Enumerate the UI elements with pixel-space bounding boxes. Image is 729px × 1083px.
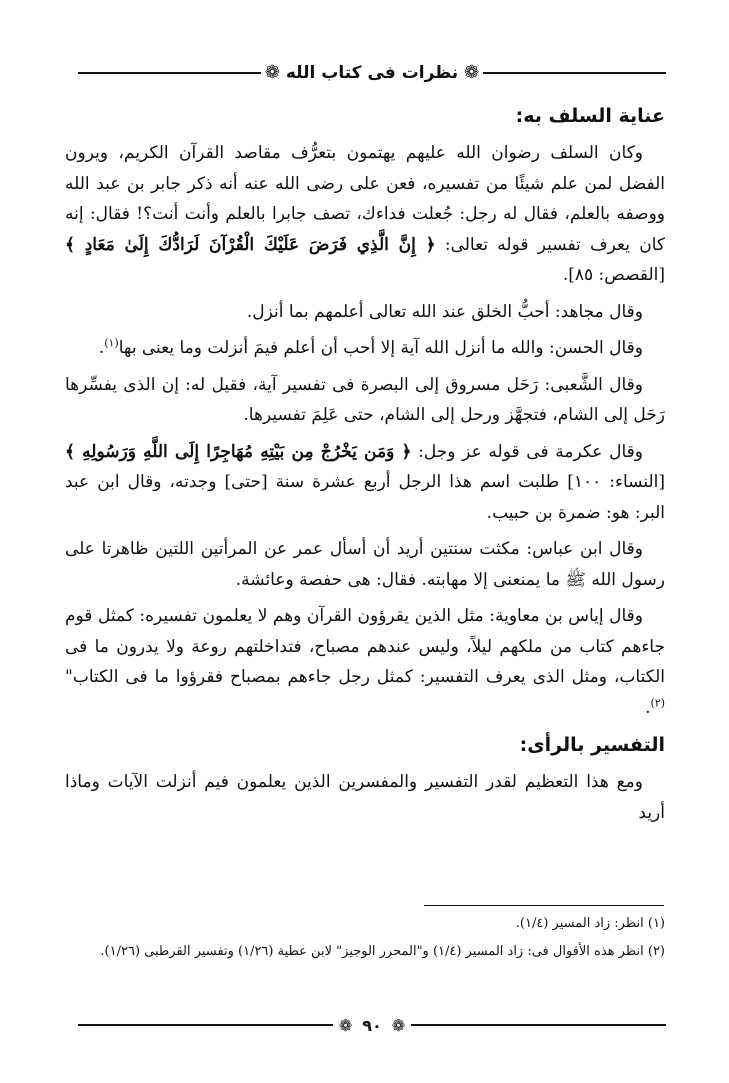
page-footer — [78, 1013, 666, 1037]
footnotes — [65, 910, 665, 966]
paragraph: وقال ابن عباس: مكثت سنتين أريد أن أسأل عمر عن المرأتين اللتين ظاهرتا على رسول الله ﷺ ما يمنعنى إلا مهابته. فقال: هى حفصة وعائشة. — [65, 539, 665, 590]
header-title: نظرات فى كتاب الله — [285, 63, 459, 83]
paragraph: وقال مجاهد: أحبُّ الخلق عند الله تعالى أعلمهم بما أنزل. — [246, 301, 643, 322]
section-heading: التفسير بالرأى: — [519, 734, 665, 756]
verse-reference: [القصص: ٨٥]. — [562, 265, 665, 285]
header-rule-left — [78, 72, 261, 74]
footnote-divider — [424, 905, 664, 906]
paragraph: وقال الشَّعبى: رَحَل مسروق إلى البصرة فى تفسير آية، فقيل له: إن الذى يفسِّرها رَحَل إلى الشام، فتجهَّز ورحل إلى الشام، حتى عَلِمَ تفسيرها. — [65, 374, 665, 425]
footer-rule-left — [78, 1024, 333, 1026]
paragraph: وقال الحسن: والله ما أنزل الله آية إلا أحب أن أعلم فيمَ أنزلت وما يعنى بها$^{(١)}$. — [98, 336, 643, 358]
paragraph: ومع هذا التعظيم لقدر التفسير والمفسرين الذين يعلمون فيم أنزلت الآيات وماذا أريد — [65, 772, 665, 823]
footnote: (١) انظر: زاد المسير (١/٤). — [515, 916, 665, 931]
footnote-ref: (١) — [104, 336, 119, 350]
header-rule-right — [483, 72, 666, 74]
quran-verse: ﴿ إِنَّ الَّذِي فَرَضَ عَلَيْكَ الْقُرْآنَ لَرَادُّكَ إِلَىٰ مَعَادٍ ﴾ — [65, 234, 436, 255]
paragraph: وكان السلف رضوان الله عليهم يهتمون بتعرُّف مقاصد القرآن الكريم، ويرون الفضل لمن علم شيئًا من تفسيره، فعن على رضى الله عنه أنه ذكر جابر بن عبد الله ووصفه بالعلم، فقال له رجل: جُعلت فداءك، تصف جابرا بالعلم وأنت أنت؟! فقال: إنه كان يعرف تفسير قوله تعالى: ﴿ إِنَّ الَّذِي فَرَضَ عَلَيْكَ الْقُرْآنَ لَرَادُّكَ إِلَىٰ مَعَادٍ ﴾ [القصص: ٨٥]. — [65, 143, 665, 285]
quran-verse: ﴿ وَمَن يَخْرُجْ مِن بَيْتِهِ مُهَاجِرًا إِلَى اللَّهِ وَرَسُولِهِ ﴾ — [65, 441, 412, 462]
flower-ornament-icon: ❁ — [464, 62, 480, 83]
flower-ornament-icon: ❁ — [391, 1015, 406, 1035]
page-body — [65, 100, 665, 834]
running-header — [78, 58, 666, 88]
footnote: (٢) انظر هذه الأقوال فى: زاد المسير (١/٤) و"المحرر الوجيز" لابن عطية (١/٢٦) وتفسير القرطبى (١/٢٦). — [100, 944, 665, 959]
flower-ornament-icon: ❁ — [264, 62, 280, 83]
paragraph: وقال عكرمة فى قوله عز وجل: ﴿ وَمَن يَخْرُجْ مِن بَيْتِهِ مُهَاجِرًا إِلَى اللَّهِ وَرَسُولِهِ ﴾ [النساء: ١٠٠] طلبت اسم هذا الرجل أربع عشرة سنة [حتى] وجدته، وقال ابن عبد البر: هو: ضمرة بن حبيب. — [65, 441, 665, 523]
paragraph: وقال إياس بن معاوية: مثل الذين يقرؤون القرآن وهم لا يعلمون تفسيره: كمثل قوم جاءهم كتاب من ملكهم ليلاً، وليس عندهم مصباح، فتداخلتهم روعة ولا يدرون ما فى الكتاب، ومثل الذى يعرف التفسير: كمثل رجل جاءهم بمصباح فقرؤوا ما فى الكتاب"$^{(٢)}$. — [65, 606, 665, 718]
page-number: ٩٠ — [362, 1015, 382, 1035]
footer-rule-right — [411, 1024, 666, 1026]
section-heading: عناية السلف به: — [515, 105, 665, 127]
footnote-ref: (٢) — [650, 695, 665, 709]
flower-ornament-icon: ❁ — [338, 1015, 353, 1035]
